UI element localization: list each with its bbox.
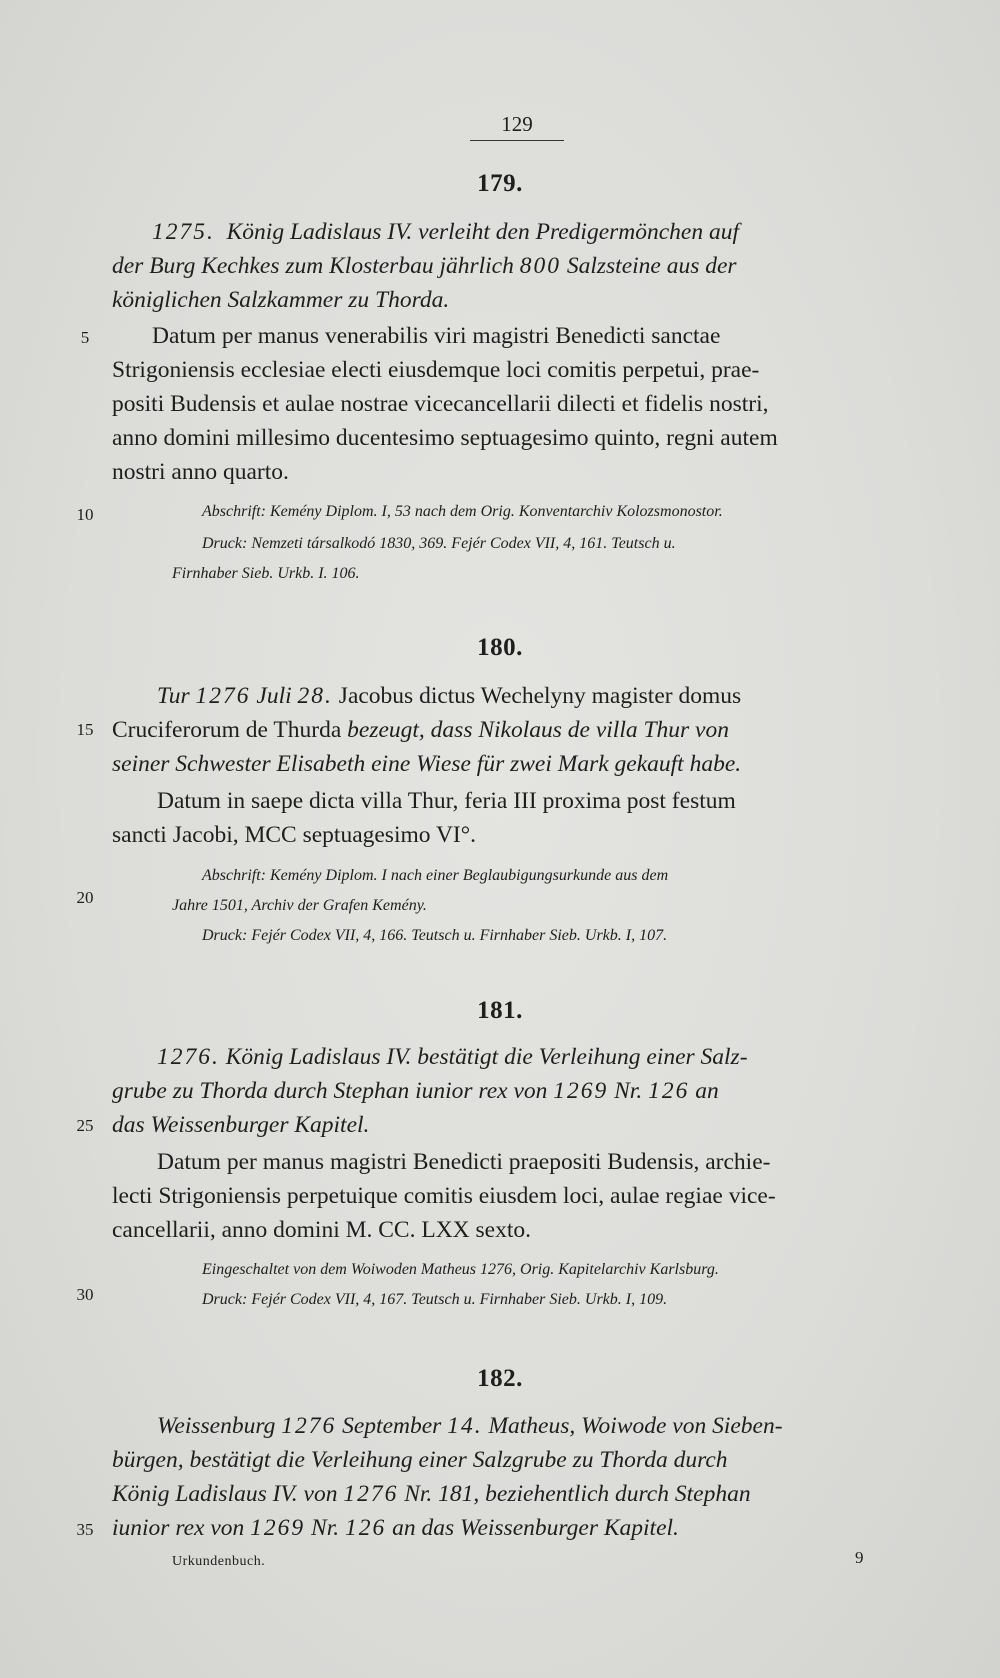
source-note: Druck: Nemzeti társalkodó 1830, 369. Fejér Codex VII, 4, 161. Teutsch u. [202,535,676,552]
source-note: Eingeschaltet von dem Woiwoden Matheus 1276, Orig. Kapitelarchiv Karlsburg. [202,1261,719,1278]
source-note: Abschrift: Kemény Diplom. I, 53 nach dem Orig. Konventarchiv Kolozsmonostor. [202,503,723,520]
regest-line: Cruciferorum de Thurda bezeugt, dass Nikolaus de villa Thur von [112,717,729,743]
regest-line: 1276. König Ladislaus IV. bestätigt die Verleihung einer Salz- [157,1044,748,1070]
regest-line: Weissenburg 1276 September 14. Matheus, Woiwode von Sieben- [157,1413,783,1439]
page-number: 129 [501,112,533,136]
regest-line: das Weissenburger Kapitel. [112,1112,370,1138]
regest-line: der Burg Kechkes zum Klosterbau jährlich 800 Salzsteine aus der [112,253,737,279]
regest-line: iunior rex von 1269 Nr. 126 an das Weissenburger Kapitel. [112,1515,679,1541]
text-line: cancellarii, anno domini M. CC. LXX sexto. [112,1217,532,1243]
text-line: Strigoniensis ecclesiae electi eiusdemque loci comitis perpetui, prae- [112,357,760,383]
text-line: Datum per manus venerabilis viri magistri Benedicti sanctae [152,323,721,349]
document-number-180: 180. [477,634,523,661]
regest-line: seiner Schwester Elisabeth eine Wiese für zwei Mark gekauft habe. [112,751,742,777]
footer-sheet-number: 9 [855,1548,864,1567]
margin-line-number: 5 [80,328,90,347]
regest-line: Tur 1276 Juli 28. Jacobus dictus Wechelyny magister domus [157,683,742,709]
text-line: positi Budensis et aulae nostrae vicecancellarii dilecti et fidelis nostri, [112,391,769,417]
text-line: Datum per manus magistri Benedicti praepositi Budensis, archie- [157,1149,771,1175]
text-line: nostri anno quarto. [112,459,289,485]
source-note: Jahre 1501, Archiv der Grafen Kemény. [172,897,427,914]
document-number-181: 181. [477,997,523,1024]
text-line: anno domini millesimo ducentesimo septuagesimo quinto, regni autem [112,425,778,451]
document-number-182: 182. [477,1365,523,1392]
footer-signature: Urkundenbuch. [172,1554,266,1569]
text-line: lecti Strigoniensis perpetuique comitis eiusdem loci, aulae regiae vice- [112,1183,776,1209]
margin-line-number: 25 [76,1116,94,1135]
margin-line-number: 20 [76,888,94,907]
text-line: sancti Jacobi, MCC septuagesimo VI°. [112,822,477,848]
regest-line: königlichen Salzkammer zu Thorda. [112,287,450,313]
text-line: Datum in saepe dicta villa Thur, feria III proxima post festum [157,788,736,814]
margin-line-number: 30 [76,1285,94,1304]
source-note: Druck: Fejér Codex VII, 4, 166. Teutsch u. Firnhaber Sieb. Urkb. I, 107. [202,927,668,944]
regest-line: 1275. König Ladislaus IV. verleiht den Predigermönchen auf [152,219,740,245]
document-number-179: 179. [477,170,523,197]
source-note: Firnhaber Sieb. Urkb. I. 106. [172,565,360,582]
source-note: Abschrift: Kemény Diplom. I nach einer Beglaubigungsurkunde aus dem [202,867,669,884]
regest-line: bürgen, bestätigt die Verleihung einer Salzgrube zu Thorda durch [112,1447,728,1473]
source-note: Druck: Fejér Codex VII, 4, 167. Teutsch u. Firnhaber Sieb. Urkb. I, 109. [202,1291,668,1308]
margin-line-number: 15 [76,720,94,739]
regest-line: König Ladislaus IV. von 1276 Nr. 181, beziehentlich durch Stephan [112,1481,751,1507]
margin-line-number: 35 [76,1520,94,1539]
regest-line: grube zu Thorda durch Stephan iunior rex von 1269 Nr. 126 an [112,1078,719,1104]
margin-line-number: 10 [76,505,94,524]
